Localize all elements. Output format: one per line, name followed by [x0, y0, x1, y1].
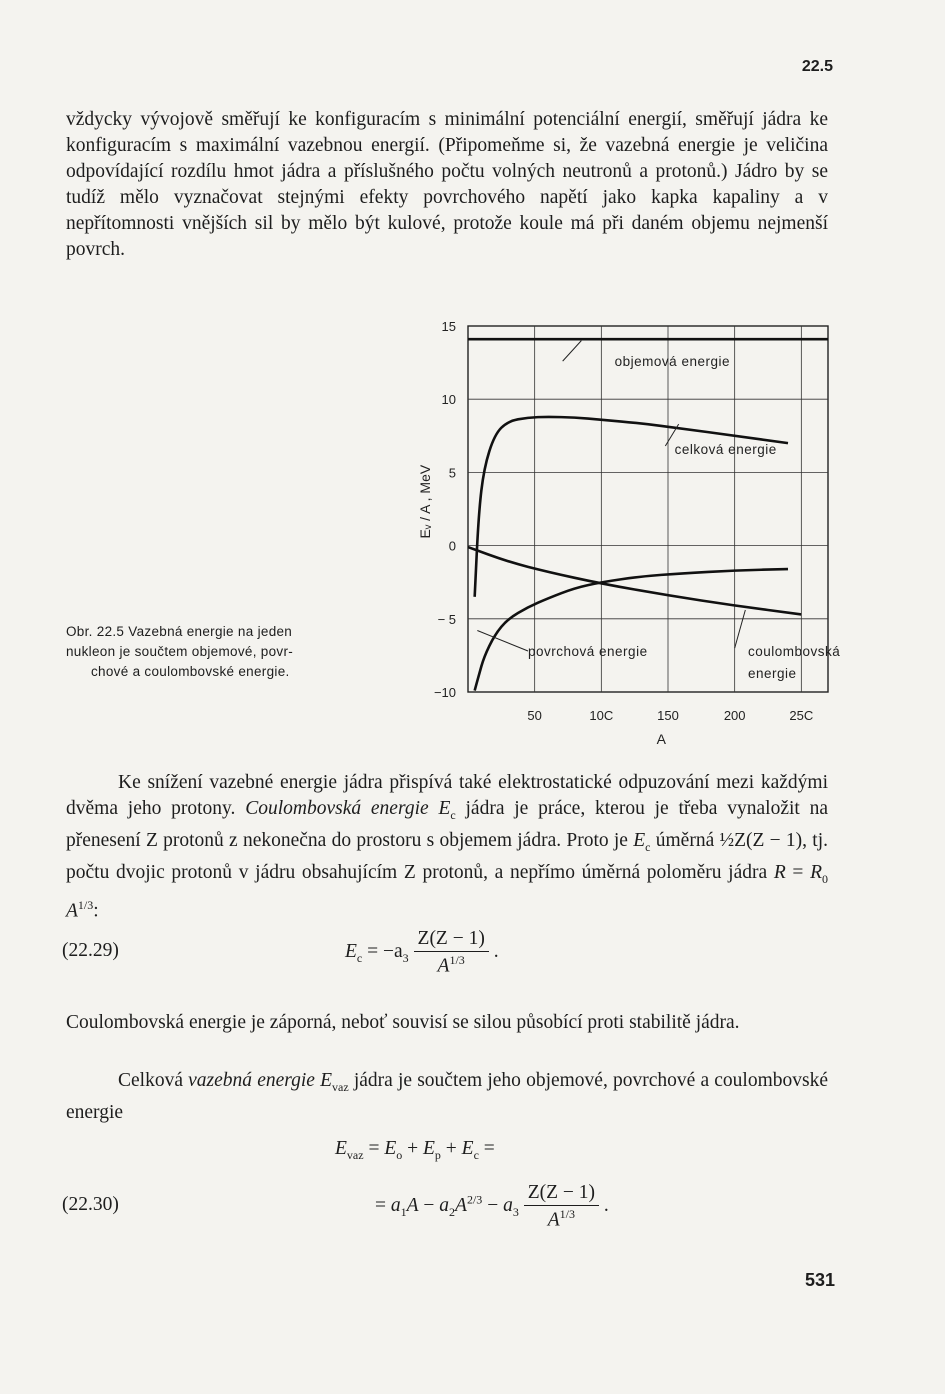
y-tick-label: − 5	[437, 611, 456, 627]
p4-a: Celková	[118, 1070, 183, 1091]
p2-cont2: úměrná ½Z(Z − 1), tj. počtu dvojic protonů v jádru obsahujícím Z protonů, a nepřímo úměrná poloměru jádra	[66, 829, 829, 883]
y-tick-label: 0	[448, 538, 456, 554]
section-number: 22.5	[801, 58, 833, 75]
paragraph-4: Celková vazebná energie $E_{vaz}$ jádra je součtem jeho objemové, povrchové a coulombovské energie	[66, 1070, 828, 1123]
annotation-leader	[735, 610, 746, 648]
y-tick-label: 5	[448, 465, 456, 481]
eq1-fraction	[414, 928, 489, 978]
x-tick-label: 10C	[589, 708, 614, 723]
annotation-label: celková energie	[674, 441, 777, 457]
x-tick-label: 150	[657, 708, 679, 723]
eq1-rhs: = −a	[367, 941, 403, 963]
equation-22-30-line1: $E_{vaz} = E_o + E_p + E_c$ =	[335, 1138, 495, 1162]
figure-caption	[66, 622, 376, 682]
eq1-denominator: A	[437, 955, 450, 977]
annotation-leader	[477, 631, 528, 651]
eq1-lhs: E	[345, 941, 357, 963]
plot-frame	[468, 326, 828, 692]
annotation-label: objemová energie	[614, 354, 730, 370]
x-tick-label: 25C	[789, 708, 814, 723]
x-tick-label: 50	[527, 708, 542, 723]
series-line-2	[475, 569, 788, 691]
y-tick-label: 15	[441, 319, 456, 334]
annotation-label: coulombovská	[748, 644, 840, 660]
caption-line-1: Obr. 22.5 Vazebná energie na jeden	[66, 624, 293, 639]
caption-line-3: chové a coulombovské energie.	[91, 664, 290, 679]
p2-text: Ke snížení vazebné energie jádra přispívá také elektrostatické odpuzování mezi každými dvěma jeho protony.	[66, 772, 828, 819]
series-line-3	[468, 547, 801, 614]
y-axis-label: Eᵥ / A , MeV	[417, 464, 433, 539]
y-tick-label: −10	[433, 685, 456, 700]
equation-22-29	[345, 928, 499, 978]
x-axis-label: A	[656, 731, 667, 747]
page-number: 531	[804, 1270, 835, 1290]
binding-energy-chart	[390, 310, 840, 750]
annotation-label: povrchová energie	[528, 644, 648, 660]
eq1-den-sup: 1/3	[449, 953, 465, 967]
paragraph-3: Coulombovská energie je záporná, neboť souvisí se silou působící proti stabilitě jádra.	[66, 1012, 740, 1033]
paragraph-2: Ke snížení vazebné energie jádra přispívá také elektrostatické odpuzování mezi každými dvěma jeho protony. Coulombovská energie $E_c$ jádra je práce, kterou je třeba vynaložit na přenesení Z protonů z nekonečna do prostoru s objemem jádra. Proto je $E_c$ úměrná ½Z(Z − 1), tj. počtu dvojic protonů v jádru obsahujícím Z protonů, a nepřímo úměrná poloměru jádra $R = R_0$ $A^{1/3}$:	[66, 772, 829, 922]
y-tick-label: 10	[441, 392, 456, 408]
eq1-rhs-sub: 3	[402, 951, 409, 966]
p2-cont: jádra je práce, kterou je třeba vynaložit na přenesení Z protonů z nekonečna do prostoru s objemem jádra. Proto je	[66, 798, 829, 851]
paragraph-1: vždycky vývojově směřují ke konfiguracím s minimální potenciální energií, směřují jádra ke konfiguracím s maximální vazebnou energií. (Připomeňme si, že vazebná energie je veličina odpovídající rozdílu hmot jádra a příslušného počtu volných neutronů a protonů.) Jádro by se tudíž mělo vyznačovat stejnými efekty povrchového napětí jako kapka kapaliny a v nepřítomnosti vnějších sil by mělo být kulové, protože koule má při daném objemu nejmenší povrch.	[66, 109, 828, 260]
equation-22-30-line2: = $a_1A - a_2A^{2/3} - a_3$ $\frac{Z(Z - 1)}{A^{1/3}}$ .	[375, 1182, 609, 1231]
p4-b: jádra je součtem jeho objemové, povrchové a coulombovské energie	[66, 1070, 828, 1123]
equation-number-22-29: (22.29)	[62, 940, 119, 961]
eq1-end: .	[493, 941, 499, 963]
annotation-leader	[563, 341, 582, 361]
eq1-numerator: Z(Z − 1)	[414, 928, 489, 952]
p4-italic: vazebná energie	[188, 1070, 315, 1091]
eq1-lhs-sub: c	[356, 951, 363, 966]
caption-line-2: nukleon je součtem objemové, povr-	[66, 644, 294, 659]
equation-number-22-30: (22.30)	[62, 1194, 119, 1215]
annotation-label: energie	[748, 665, 797, 681]
x-tick-label: 200	[723, 708, 746, 723]
p2-italic: Coulombovská energie	[245, 798, 429, 819]
